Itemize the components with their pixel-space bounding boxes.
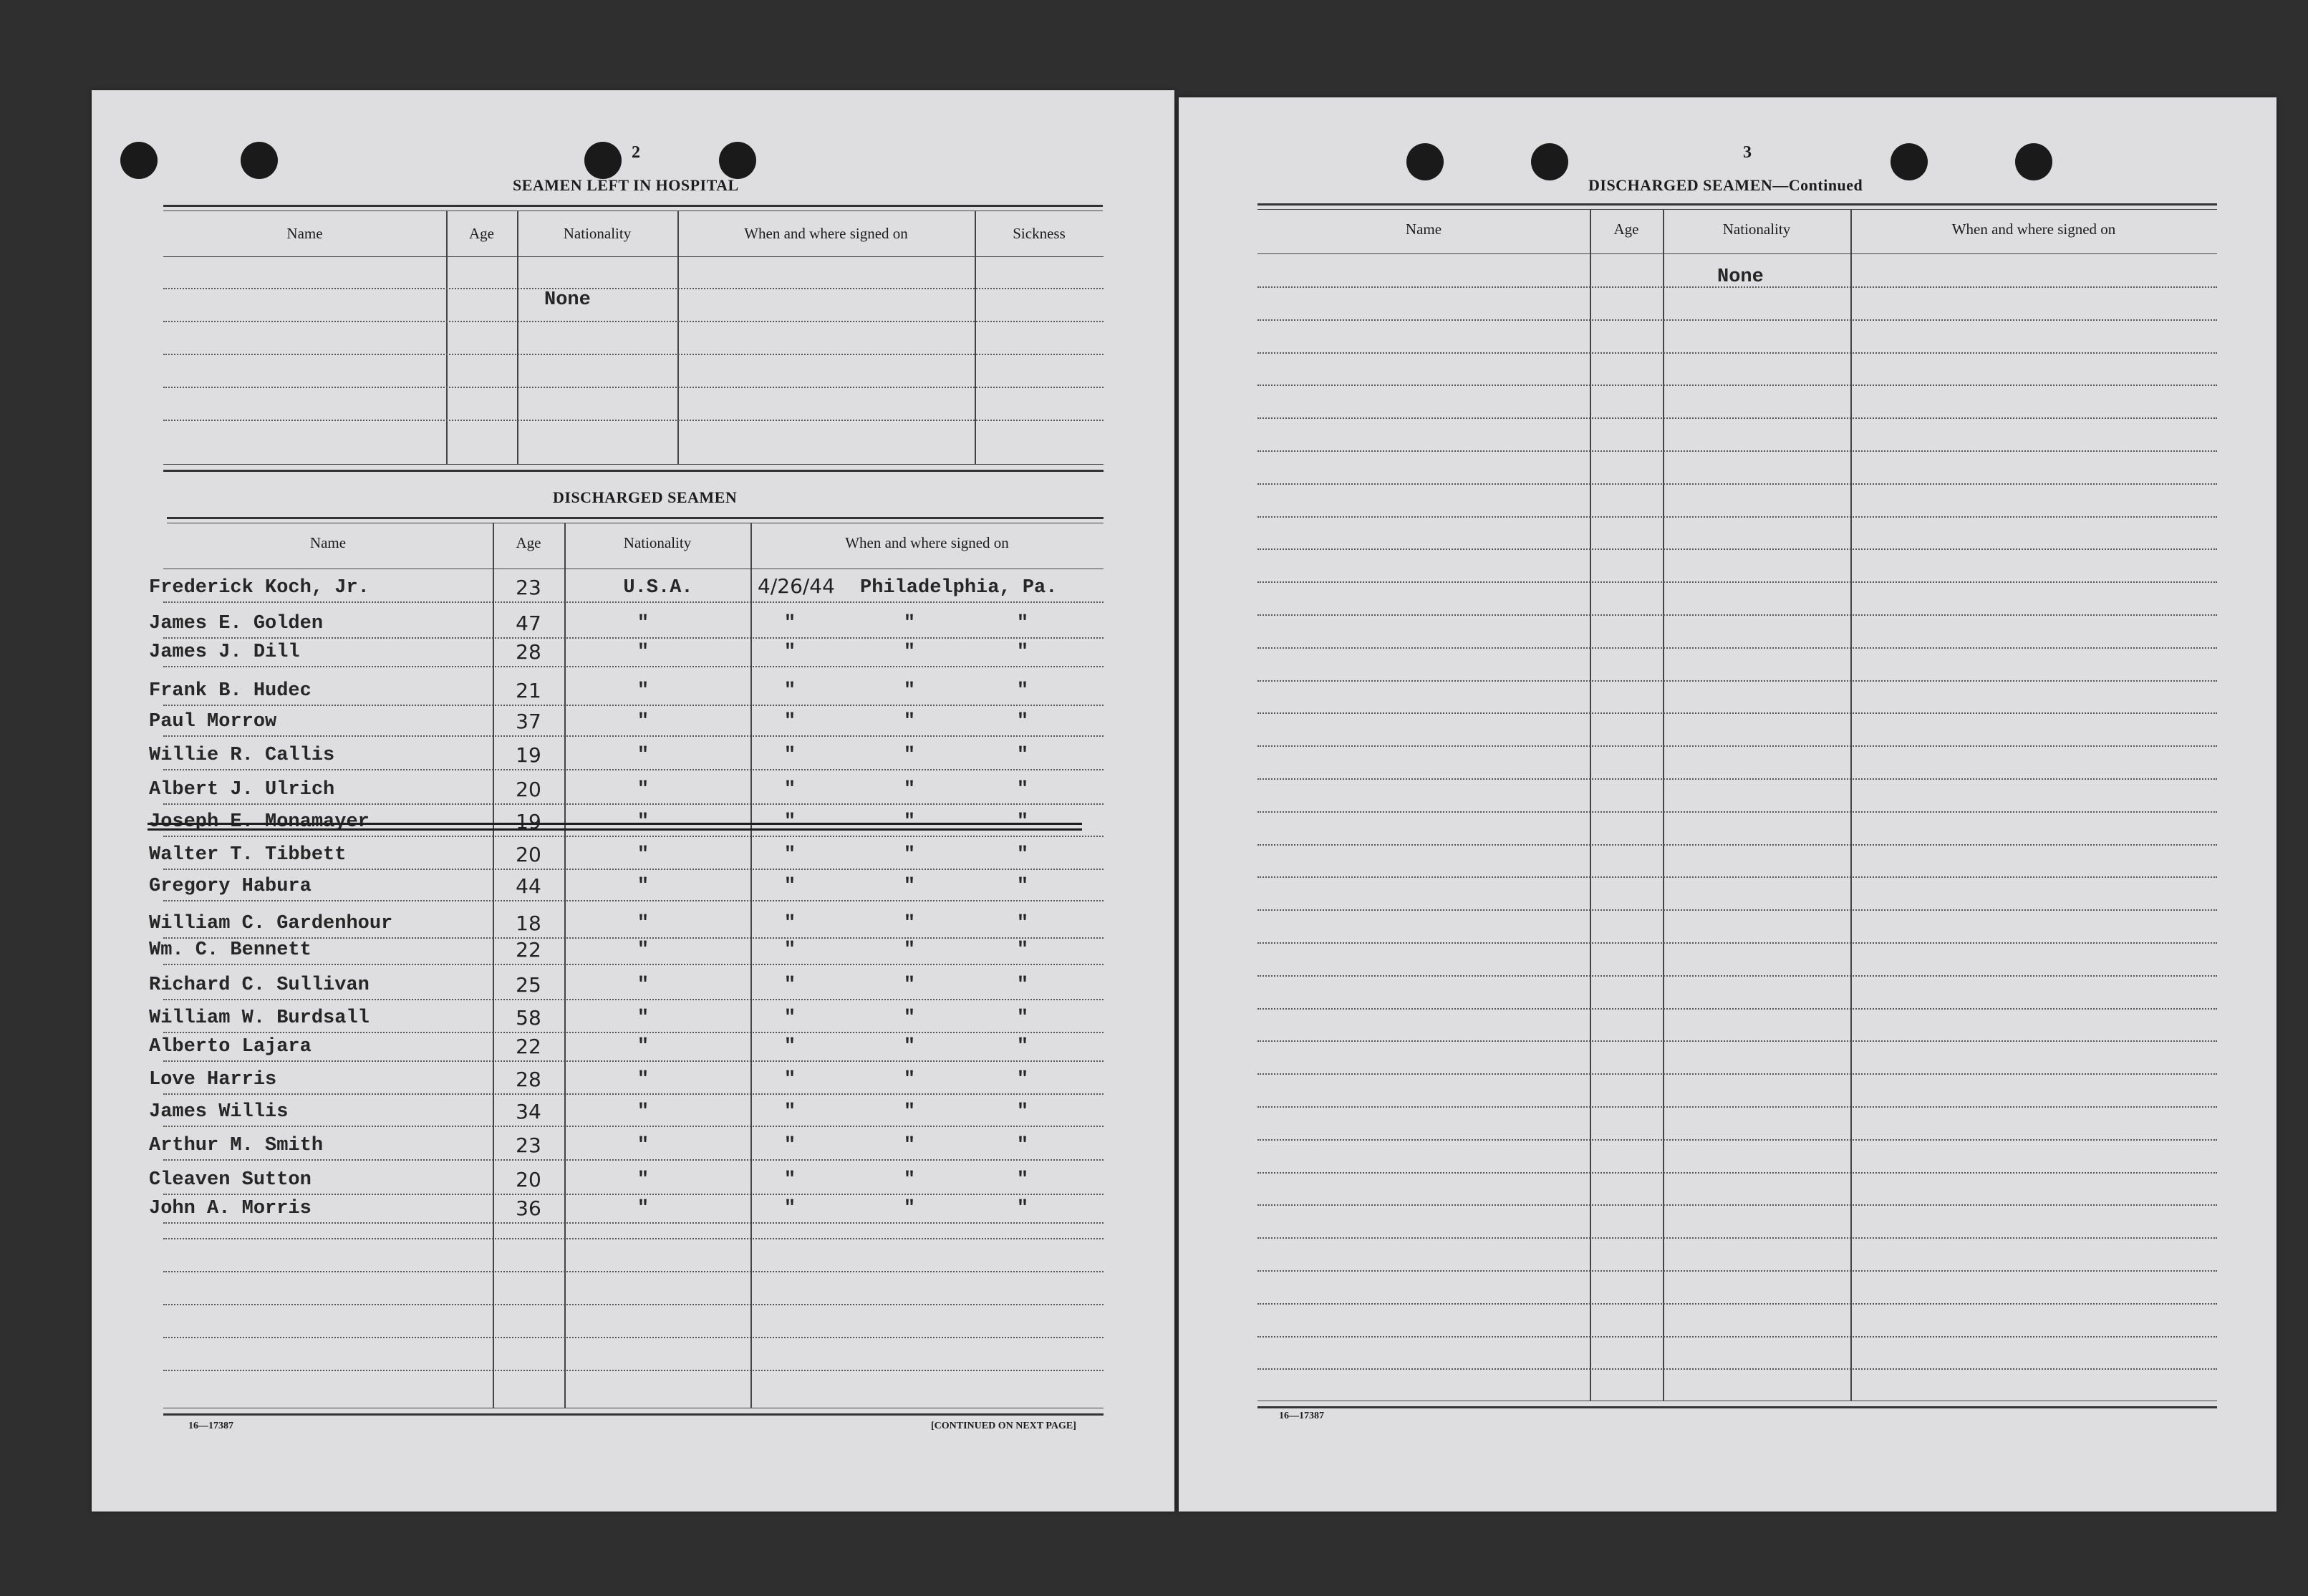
row-line — [163, 1032, 1104, 1033]
row-line — [1257, 778, 2217, 780]
ditto-mark: " — [1016, 613, 1029, 634]
ditto-mark: " — [903, 811, 916, 833]
ditto-mark: " — [637, 680, 650, 702]
row-line — [1257, 1204, 2217, 1206]
row-line — [1257, 811, 2217, 813]
ditto-mark: " — [903, 939, 916, 961]
seaman-age: 47 — [516, 611, 541, 635]
ditto-mark: " — [783, 613, 796, 634]
ditto-mark: " — [783, 711, 796, 732]
row-line — [163, 321, 1104, 322]
ditto-mark: " — [1016, 1169, 1029, 1191]
row-line — [163, 1304, 1104, 1305]
form-number: 16—17387 — [1279, 1411, 1324, 1421]
row-line — [1257, 1139, 2217, 1141]
ditto-mark: " — [903, 844, 916, 866]
row-line — [163, 900, 1104, 901]
page-number: 2 — [632, 143, 640, 162]
row-line — [163, 354, 1104, 355]
row-line — [163, 387, 1104, 388]
punch-hole — [2015, 143, 2052, 180]
row-line — [1257, 647, 2217, 649]
row-line — [1257, 1270, 2217, 1272]
ditto-mark: " — [783, 680, 796, 702]
rule — [163, 470, 1104, 472]
rule — [163, 205, 1103, 207]
ditto-mark: " — [637, 1036, 650, 1058]
seaman-age: 23 — [516, 1133, 541, 1157]
ditto-mark: " — [903, 1069, 916, 1090]
seaman-age: 37 — [516, 710, 541, 733]
seaman-name: James E. Golden — [149, 613, 324, 634]
row-line — [163, 1159, 1104, 1161]
column-header: Name — [1405, 221, 1442, 238]
row-line — [1257, 1172, 2217, 1174]
ditto-mark: " — [637, 745, 650, 766]
column-divider — [517, 211, 518, 464]
ditto-mark: " — [637, 1007, 650, 1029]
row-line — [163, 1337, 1104, 1338]
row-line — [163, 1370, 1104, 1371]
ditto-mark: " — [637, 1101, 650, 1123]
ditto-mark: " — [783, 844, 796, 866]
right-section-title: DISCHARGED SEAMEN—Continued — [1588, 176, 1863, 194]
seaman-age: 28 — [516, 1068, 541, 1091]
ditto-mark: " — [637, 876, 650, 897]
ditto-mark: " — [637, 1069, 650, 1090]
row-line — [1257, 1303, 2217, 1305]
ditto-mark: " — [783, 1198, 796, 1219]
ditto-mark: " — [1016, 779, 1029, 801]
ditto-mark: " — [903, 711, 916, 732]
seaman-name: James J. Dill — [149, 642, 300, 663]
row-line — [1257, 417, 2217, 419]
row-line — [1257, 385, 2217, 386]
right-page — [1179, 97, 2276, 1512]
ditto-mark: " — [1016, 844, 1029, 866]
ditto-mark: " — [783, 913, 796, 934]
row-line — [1257, 548, 2217, 550]
seaman-name: Frank B. Hudec — [149, 680, 312, 702]
row-line — [163, 964, 1104, 965]
row-line — [163, 705, 1104, 706]
row-line — [163, 666, 1104, 667]
right-entry: None — [1717, 266, 1764, 288]
punch-hole — [241, 142, 278, 179]
ditto-mark: " — [783, 1169, 796, 1191]
ditto-mark: " — [1016, 1036, 1029, 1058]
row-line — [1257, 286, 2217, 288]
seaman-age: 36 — [516, 1196, 541, 1220]
header-rule — [163, 256, 1104, 257]
seaman-age: 22 — [516, 938, 541, 962]
seaman-name: Albert J. Ulrich — [149, 779, 335, 801]
column-header: Age — [469, 225, 494, 242]
ditto-mark: " — [903, 613, 916, 634]
seaman-age: 19 — [516, 810, 541, 833]
column-divider — [1590, 209, 1591, 1401]
row-line — [163, 1093, 1104, 1095]
strike-line — [148, 823, 1082, 825]
row-line — [1257, 1073, 2217, 1075]
row-line — [163, 1222, 1104, 1224]
column-header: Age — [1613, 221, 1639, 238]
row-line — [163, 999, 1104, 1000]
column-header: When and where signed on — [845, 534, 1009, 551]
row-line — [1257, 581, 2217, 583]
ditto-mark: " — [903, 779, 916, 801]
row-line — [163, 1271, 1104, 1272]
row-line — [1257, 319, 2217, 321]
ditto-mark: " — [903, 745, 916, 766]
column-divider — [677, 211, 679, 464]
column-header: Nationality — [563, 225, 632, 242]
seaman-name: Cleaven Sutton — [149, 1169, 312, 1191]
ditto-mark: " — [637, 779, 650, 801]
column-divider — [1850, 209, 1852, 1401]
ditto-mark: " — [637, 1169, 650, 1191]
row-line — [163, 735, 1104, 737]
seaman-name: Paul Morrow — [149, 711, 277, 732]
ditto-mark: " — [1016, 1135, 1029, 1156]
row-line — [1257, 844, 2217, 846]
ditto-mark: " — [783, 1036, 796, 1058]
strike-line — [148, 828, 1082, 831]
row-line — [163, 937, 1104, 939]
column-divider — [493, 523, 494, 1408]
ditto-mark: " — [903, 913, 916, 934]
seaman-age: 22 — [516, 1035, 541, 1058]
punch-hole — [719, 142, 756, 179]
page-number: 3 — [1743, 143, 1752, 162]
ditto-mark: " — [903, 680, 916, 702]
left-page — [92, 90, 1174, 1512]
rule — [1257, 203, 2217, 205]
ditto-mark: " — [903, 1135, 916, 1156]
signed-on-place: Philadelphia, Pa. — [860, 577, 1058, 599]
row-line — [1257, 876, 2217, 878]
row-line — [1257, 942, 2217, 944]
row-line — [163, 637, 1104, 639]
ditto-mark: " — [1016, 939, 1029, 961]
ditto-mark: " — [637, 811, 650, 833]
seaman-name: William C. Gardenhour — [149, 913, 393, 934]
ditto-mark: " — [1016, 811, 1029, 833]
ditto-mark: " — [783, 811, 796, 833]
ditto-mark: " — [637, 844, 650, 866]
row-line — [163, 1194, 1104, 1195]
ditto-mark: " — [1016, 745, 1029, 766]
continued-note: [CONTINUED ON NEXT PAGE] — [931, 1421, 1076, 1431]
ditto-mark: " — [783, 974, 796, 996]
column-header: Nationality — [623, 534, 692, 551]
ditto-mark: " — [1016, 974, 1029, 996]
seaman-age: 23 — [516, 576, 541, 599]
ditto-mark: " — [1016, 1101, 1029, 1123]
seaman-name: Willie R. Callis — [149, 745, 335, 766]
seaman-name: Walter T. Tibbett — [149, 844, 347, 866]
form-number: 16—17387 — [188, 1421, 233, 1431]
rule — [167, 517, 1104, 519]
ditto-mark: " — [783, 1007, 796, 1029]
ditto-mark: " — [1016, 1198, 1029, 1219]
column-header: Name — [309, 534, 347, 551]
seaman-name: Frederick Koch, Jr. — [149, 577, 370, 599]
row-line — [163, 803, 1104, 805]
column-header: When and where signed on — [1951, 221, 2116, 238]
seaman-age: 44 — [516, 874, 541, 898]
seaman-name: Arthur M. Smith — [149, 1135, 324, 1156]
ditto-mark: " — [1016, 1007, 1029, 1029]
column-divider — [564, 523, 566, 1408]
ditto-mark: " — [637, 642, 650, 663]
column-header: When and where signed on — [744, 225, 908, 242]
rule — [163, 464, 1104, 465]
row-line — [1257, 680, 2217, 682]
row-line — [1257, 352, 2217, 354]
seaman-name: Love Harris — [149, 1069, 277, 1090]
row-line — [1257, 712, 2217, 714]
row-line — [1257, 483, 2217, 485]
column-header: Nationality — [1722, 221, 1791, 238]
row-line — [163, 1126, 1104, 1127]
row-line — [163, 836, 1104, 837]
header-rule — [1257, 253, 2217, 254]
ditto-mark: " — [1016, 642, 1029, 663]
ditto-mark: " — [637, 939, 650, 961]
ditto-mark: " — [783, 876, 796, 897]
seaman-name: Joseph E. Monamayer — [149, 811, 370, 833]
ditto-mark: " — [903, 1169, 916, 1191]
discharged-section-title: DISCHARGED SEAMEN — [553, 488, 738, 506]
seaman-age: 58 — [516, 1006, 541, 1030]
ditto-mark: " — [903, 1101, 916, 1123]
seaman-name: Richard C. Sullivan — [149, 974, 370, 996]
ditto-mark: " — [903, 1007, 916, 1029]
row-line — [1257, 450, 2217, 452]
row-line — [1257, 614, 2217, 616]
row-line — [163, 869, 1104, 870]
ditto-mark: " — [903, 642, 916, 663]
row-line — [163, 288, 1104, 289]
ditto-mark: " — [903, 1036, 916, 1058]
ditto-mark: " — [1016, 876, 1029, 897]
row-line — [1257, 516, 2217, 518]
row-line — [1257, 1237, 2217, 1239]
ditto-mark: " — [903, 876, 916, 897]
ditto-mark: " — [637, 1135, 650, 1156]
ditto-mark: " — [637, 711, 650, 732]
column-header: Name — [286, 225, 323, 242]
seaman-name: James Willis — [149, 1101, 289, 1123]
row-line — [1257, 1008, 2217, 1010]
seaman-age: 25 — [516, 973, 541, 997]
ditto-mark: " — [637, 1198, 650, 1219]
row-line — [1257, 745, 2217, 747]
ditto-mark: " — [783, 1069, 796, 1090]
seaman-age: 19 — [516, 743, 541, 767]
seaman-age: 21 — [516, 679, 541, 702]
seaman-name: Wm. C. Bennett — [149, 939, 312, 961]
signed-on-date: 4/26/44 — [758, 574, 835, 598]
seaman-name: William W. Burdsall — [149, 1007, 370, 1029]
row-line — [163, 601, 1104, 603]
ditto-mark: " — [1016, 1069, 1029, 1090]
column-divider — [750, 523, 752, 1408]
ditto-mark: " — [783, 745, 796, 766]
row-line — [163, 1060, 1104, 1062]
column-header: Age — [516, 534, 541, 551]
punch-hole — [1891, 143, 1928, 180]
row-line — [1257, 1106, 2217, 1108]
row-line — [1257, 975, 2217, 977]
seaman-age: 18 — [516, 911, 541, 935]
row-line — [163, 420, 1104, 421]
ditto-mark: " — [783, 1135, 796, 1156]
seaman-age: 20 — [516, 778, 541, 801]
ditto-mark: " — [783, 779, 796, 801]
ditto-mark: " — [1016, 680, 1029, 702]
hospital-section-title: SEAMEN LEFT IN HOSPITAL — [513, 176, 739, 194]
seaman-age: 28 — [516, 640, 541, 664]
ditto-mark: " — [903, 1198, 916, 1219]
row-line — [1257, 1336, 2217, 1338]
ditto-mark: " — [637, 974, 650, 996]
punch-hole — [1406, 143, 1444, 180]
row-line — [163, 1238, 1104, 1239]
rule — [1257, 1406, 2217, 1408]
column-divider — [446, 211, 448, 464]
hospital-entry: None — [544, 289, 591, 311]
ditto-mark: " — [637, 613, 650, 634]
rule — [163, 1413, 1104, 1416]
seaman-name: Alberto Lajara — [149, 1036, 312, 1058]
column-divider — [1663, 209, 1664, 1401]
ditto-mark: " — [783, 1101, 796, 1123]
seaman-age: 34 — [516, 1100, 541, 1123]
seaman-age: 20 — [516, 843, 541, 866]
column-divider — [975, 211, 976, 464]
row-line — [163, 769, 1104, 770]
nationality: U.S.A. — [623, 577, 693, 599]
row-line — [1257, 1040, 2217, 1042]
ditto-mark: " — [1016, 711, 1029, 732]
row-line — [1257, 1368, 2217, 1370]
seaman-name: Gregory Habura — [149, 876, 312, 897]
column-header: Sickness — [1013, 225, 1066, 242]
seaman-name: John A. Morris — [149, 1198, 312, 1219]
punch-hole — [120, 142, 158, 179]
row-line — [1257, 909, 2217, 911]
rule — [1257, 209, 2217, 210]
ditto-mark: " — [1016, 913, 1029, 934]
seaman-age: 20 — [516, 1168, 541, 1191]
punch-hole — [1531, 143, 1568, 180]
ditto-mark: " — [637, 913, 650, 934]
ditto-mark: " — [903, 974, 916, 996]
ditto-mark: " — [783, 642, 796, 663]
ditto-mark: " — [783, 939, 796, 961]
